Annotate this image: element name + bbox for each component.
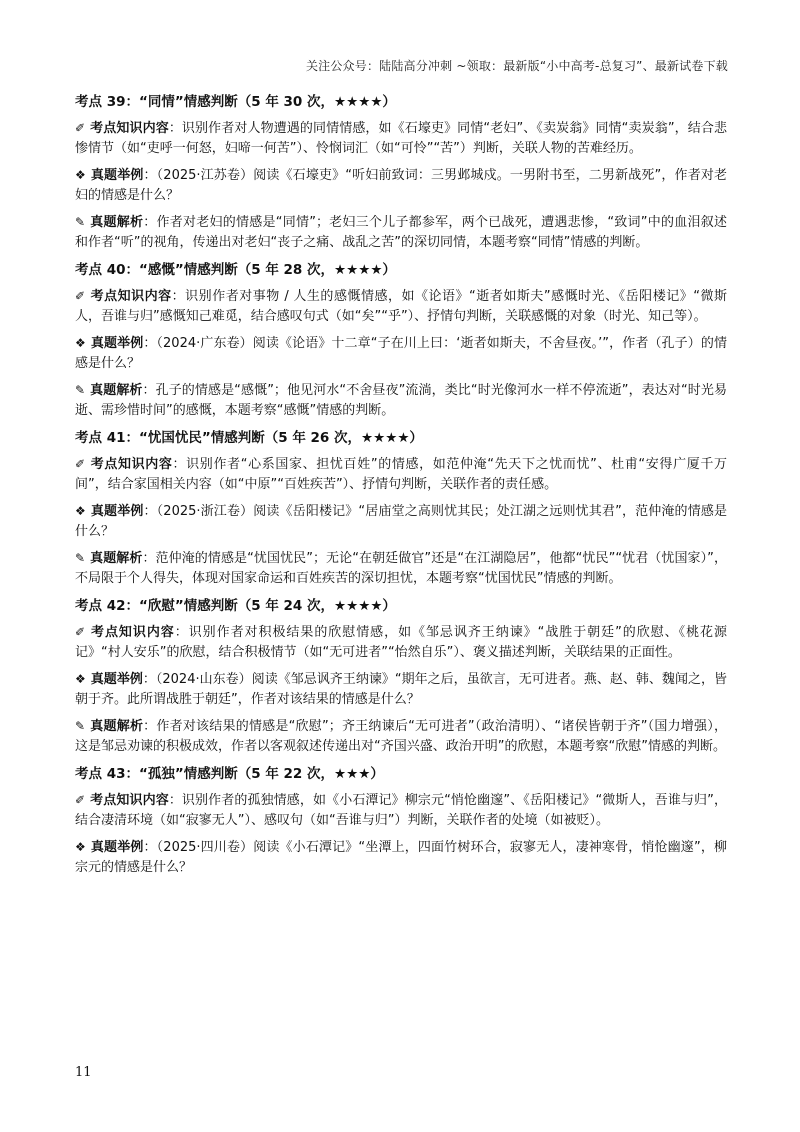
knowledge-text: ：识别作者“心系国家、担忧百姓”的情感，如范仲淹“先天下之忧而忧”、杜甫“安得广厦千万间”，结合家国相关内容（如“中原”“百姓疾苦”）、抒情句判断，关联作者的责任感。: [75, 457, 727, 492]
knowledge-text: ：识别作者的孤独情感，如《小石潭记》柳宗元“悄怆幽邃”、《岳阳楼记》“微斯人，吾谁与归”，结合凄清环境（如“寂寥无人”）、感叹句（如“吾谁与归”）判断，关联作者的处境（如被贬）。: [75, 793, 727, 828]
analysis-label: 真题解析: [90, 215, 144, 230]
page-number: 11: [75, 1065, 92, 1080]
knowledge-label: 考点知识内容: [90, 121, 169, 136]
kp-section: [75, 260, 727, 420]
pencil-icon: ✐: [75, 625, 86, 639]
knowledge-label: 考点知识内容: [90, 793, 169, 808]
kp-section: [75, 596, 727, 756]
pen-icon: ✎: [75, 215, 86, 229]
diamond-bullet-icon: ❖: [75, 168, 86, 182]
knowledge-paragraph: [75, 455, 727, 494]
example-paragraph: [75, 502, 727, 541]
diamond-bullet-icon: ❖: [75, 840, 86, 854]
knowledge-paragraph: [75, 287, 727, 326]
kp-section: [75, 764, 727, 877]
analysis-label: 真题解析: [90, 383, 143, 398]
kp-section: [75, 428, 727, 588]
example-text: ：（2025·浙江卷）阅读《岳阳楼记》“居庙堂之高则忧其民；处江湖之远则忧其君”，范仲淹的情感是什么？: [75, 504, 727, 539]
knowledge-text: ：识别作者对积极结果的欣慰情感，如《邹忌讽齐王纳谏》“战胜于朝廷”的欣慰、《桃花源记》“村人安乐”的欣慰，结合积极情节（如“无可进者”“怡然自乐”）、褒义描述判断，关联结果的正面性。: [75, 625, 727, 660]
knowledge-label: 考点知识内容: [90, 289, 172, 304]
example-paragraph: [75, 334, 727, 373]
kp-title: 考点 41：“忧国忧民”情感判断（5 年 26 次，★★★★）: [75, 430, 423, 446]
kp-title: 考点 39：“同情”情感判断（5 年 30 次，★★★★）: [75, 94, 396, 110]
diamond-bullet-icon: ❖: [75, 336, 86, 350]
analysis-text: ：作者对老妇的情感是“同情”；老妇三个儿子都参军，两个已战死，遭遇悲惨，“致词”中的血泪叙述和作者“听”的视角，传递出对老妇“丧子之痛、战乱之苦”的深切同情，本题考察“同情”情感的判断。: [75, 215, 727, 250]
example-label: 真题举例: [90, 840, 144, 855]
analysis-paragraph: [75, 717, 727, 756]
pencil-icon: ✐: [75, 121, 86, 135]
content-area: [75, 92, 727, 885]
example-label: 真题举例: [90, 672, 143, 687]
knowledge-text: ：识别作者对事物 / 人生的感慨情感，如《论语》“逝者如斯夫”感慨时光、《岳阳楼记》“微斯人，吾谁与归”感慨知己难觅，结合感叹句式（如“矣”“乎”）、抒情句判断，关联感慨的对象（时光、知己等）。: [75, 289, 727, 324]
pen-icon: ✎: [75, 719, 86, 733]
example-label: 真题举例: [90, 168, 144, 183]
pen-icon: ✎: [75, 383, 86, 397]
example-text: ：（2025·江苏卷）阅读《石壕吏》“听妇前致词：三男邺城戍。一男附书至，二男新战死”，作者对老妇的情感是什么？: [75, 168, 727, 203]
example-text: ：（2024·山东卷）阅读《邹忌讽齐王纳谏》“期年之后，虽欲言，无可进者。燕、赵、韩、魏闻之，皆朝于齐。此所谓战胜于朝廷”，作者对该结果的情感是什么？: [75, 672, 727, 707]
analysis-paragraph: [75, 381, 727, 420]
knowledge-label: 考点知识内容: [90, 625, 175, 640]
analysis-text: ：孔子的情感是“感慨”；他见河水“不舍昼夜”流淌，类比“时光像河水一样不停流逝”，表达对“时光易逝、需珍惜时间”的感慨，本题考察“感慨”情感的判断。: [75, 383, 727, 418]
kp-title: 考点 43：“孤独”情感判断（5 年 22 次，★★★）: [75, 766, 384, 782]
pencil-icon: ✐: [75, 457, 86, 471]
pencil-icon: ✐: [75, 289, 86, 303]
knowledge-paragraph: [75, 623, 727, 662]
pen-icon: ✎: [75, 551, 86, 565]
analysis-text: ：作者对该结果的情感是“欣慰”；齐王纳谏后“无可进者”（政治清明）、“诸侯皆朝于齐”（国力增强），这是邹忌劝谏的积极成效，作者以客观叙述传递出对“齐国兴盛、政治开明”的欣慰，本题考察“欣慰”情感的判断。: [75, 719, 727, 754]
example-paragraph: [75, 838, 727, 877]
analysis-label: 真题解析: [90, 719, 144, 734]
analysis-text: ：范仲淹的情感是“忧国忧民”；无论“在朝廷做官”还是“在江湖隐居”，他都“忧民”“忧君（忧国家）”，不局限于个人得失，体现对国家命运和百姓疾苦的深切担忧，本题考察“忧国忧民”情感的判断。: [75, 551, 727, 586]
example-text: ：（2024·广东卷）阅读《论语》十二章“子在川上曰：‘逝者如斯夫，不舍昼夜。’”，作者（孔子）的情感是什么？: [75, 336, 727, 371]
example-text: ：（2025·四川卷）阅读《小石潭记》“坐潭上，四面竹树环合，寂寥无人，凄神寒骨，悄怆幽邃”，柳宗元的情感是什么？: [75, 840, 727, 875]
analysis-paragraph: [75, 213, 727, 252]
diamond-bullet-icon: ❖: [75, 672, 86, 686]
header-note: 关注公众号：陆陆高分冲刺 ~领取：最新版“小中高考-总复习”、最新试卷下载: [305, 59, 728, 73]
example-label: 真题举例: [90, 504, 144, 519]
analysis-paragraph: [75, 549, 727, 588]
knowledge-label: 考点知识内容: [90, 457, 173, 472]
analysis-label: 真题解析: [90, 551, 143, 566]
knowledge-paragraph: [75, 119, 727, 158]
example-paragraph: [75, 166, 727, 205]
kp-section: [75, 92, 727, 252]
knowledge-paragraph: [75, 791, 727, 830]
knowledge-text: ：识别作者对人物遭遇的同情情感，如《石壕吏》同情“老妇”、《卖炭翁》同情“卖炭翁”，结合悲惨情节（如“吏呼一何怒，妇啼一何苦”）、怜悯词汇（如“可怜”“苦”）判断，关联人物的苦难经历。: [75, 121, 727, 156]
pencil-icon: ✐: [75, 793, 86, 807]
kp-title: 考点 40：“感慨”情感判断（5 年 28 次，★★★★）: [75, 262, 396, 278]
kp-title: 考点 42：“欣慰”情感判断（5 年 24 次，★★★★）: [75, 598, 396, 614]
diamond-bullet-icon: ❖: [75, 504, 86, 518]
example-paragraph: [75, 670, 727, 709]
example-label: 真题举例: [90, 336, 144, 351]
